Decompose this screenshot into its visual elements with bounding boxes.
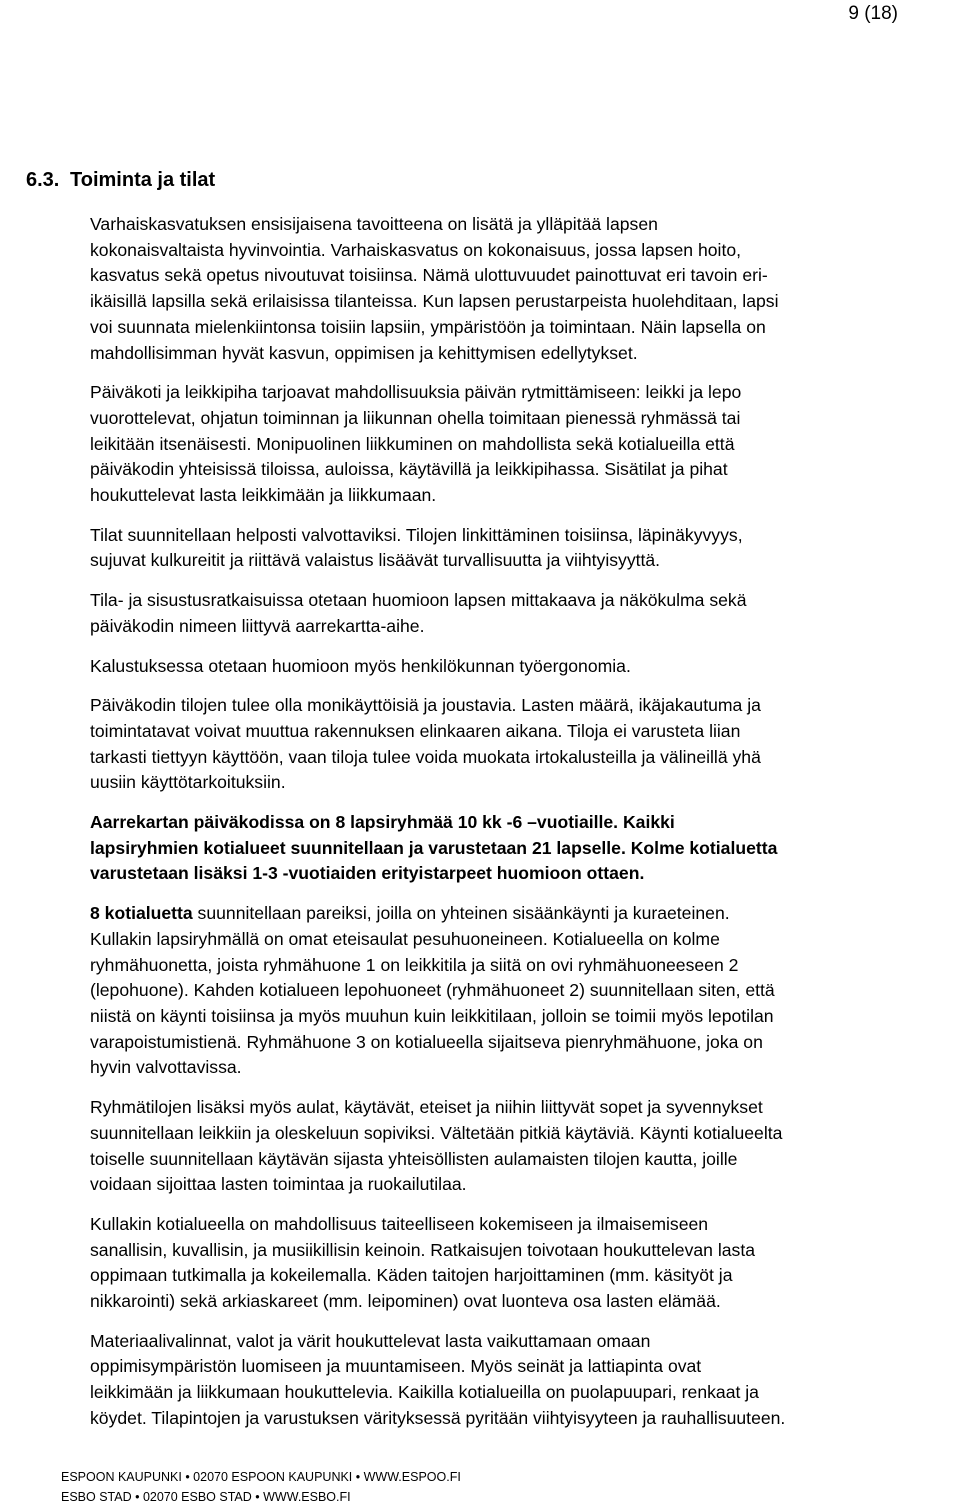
page-number: 9 (18) bbox=[848, 3, 898, 24]
paragraph-line: hyvin valvottavissa. bbox=[90, 1057, 242, 1078]
paragraph-line: Varhaiskasvatuksen ensisijaisena tavoitteena on lisätä ja ylläpitää lapsen bbox=[90, 214, 658, 234]
paragraph-line: Kullakin lapsiryhmällä on omat eteisaulat pesuhuoneineen. Kotialueella on kolme bbox=[90, 928, 720, 949]
paragraph-line: sujuvat kulkureitit ja riittävä valaistus lisäävät turvallisuutta ja viihtyisyyttä. bbox=[90, 550, 661, 571]
paragraph-line bbox=[90, 901, 960, 927]
footer-line-sv: ESBO STAD • 02070 ESBO STAD • WWW.ESBO.FI bbox=[61, 1490, 351, 1504]
paragraph-line: ryhmähuonetta, joista ryhmähuone 1 on leikkitila ja siitä on ovi ryhmähuoneeseen 2 bbox=[90, 954, 739, 975]
paragraph bbox=[90, 810, 960, 887]
paragraph-line: leikkimään ja liikkumaan houkuttelevia. Kaikilla kotialueilla on puolapuupari, renkaat ja bbox=[90, 1382, 759, 1403]
paragraph-line: Aarrekartan päiväkodissa on 8 lapsiryhmää 10 kk -6 –vuotiaille. Kaikki bbox=[90, 812, 675, 833]
footer-line-fi: ESPOON KAUPUNKI • 02070 ESPOON KAUPUNKI • WWW.ESPOO.FI bbox=[61, 1470, 461, 1484]
paragraph bbox=[90, 212, 960, 366]
paragraph-line: varapoistumistienä. Ryhmähuone 3 on kotialueella sijaitseva pienryhmähuone, joka on bbox=[90, 1031, 763, 1052]
paragraph-line: leikitään itsenäisesti. Monipuolinen liikkuminen on mahdollista sekä kotialueilla että bbox=[90, 433, 735, 454]
paragraph-line: houkuttelevat lasta leikkimään ja liikkumaan. bbox=[90, 485, 437, 506]
paragraph-line: sanallisin, kuvallisin, ja musiikillisin keinoin. Ratkaisujen toivotaan houkuttelevan lasta bbox=[90, 1239, 755, 1260]
paragraph bbox=[90, 588, 960, 639]
paragraph-line: oppimaan tutkimalla ja kokeilemalla. Käden taitojen harjoittaminen (mm. käsityöt ja bbox=[90, 1265, 733, 1286]
paragraph-line: Materiaalivalinnat, valot ja värit houkuttelevat lasta vaikuttamaan omaan bbox=[90, 1330, 651, 1351]
section-heading bbox=[26, 167, 215, 193]
paragraph-line: suunnitellaan leikkiin ja oleskeluun sopiviksi. Vältetään pitkiä käytäviä. Käynti kotialueelta bbox=[90, 1122, 783, 1143]
paragraph bbox=[90, 1212, 960, 1315]
paragraph-line: lapsiryhmien kotialueet suunnitellaan ja varustetaan 21 lapselle. Kolme kotialuetta bbox=[90, 837, 778, 858]
paragraph-line: voidaan sijoittaa lasten toimintaa ja ruokailutilaa. bbox=[90, 1174, 467, 1195]
paragraph bbox=[90, 693, 960, 796]
paragraph bbox=[90, 380, 960, 509]
section-number: 6.3. bbox=[26, 169, 60, 191]
paragraph-line: mahdollisimman hyvät kasvun, oppimisen ja kehittymisen edellytykset. bbox=[90, 342, 638, 363]
paragraph-line: (lepohuone). Kahden kotialueen lepohuoneet (ryhmähuoneet 2) suunnitellaan siten, että bbox=[90, 980, 775, 1001]
paragraph-line: uusiin käyttötarkoituksiin. bbox=[90, 772, 286, 793]
paragraph-line: nikkarointi) sekä arkiaskareet (mm. leipominen) ovat luonteva osa lasten elämää. bbox=[90, 1291, 721, 1312]
paragraph-line: ikäisillä lapsilla sekä erilaisissa tilanteissa. Kun lapsen perustarpeista huolehditaan, lapsi bbox=[90, 291, 779, 312]
paragraph-line: Tila- ja sisustusratkaisuissa otetaan huomioon lapsen mittakaava ja näkökulma sekä bbox=[90, 590, 747, 611]
paragraph bbox=[90, 1095, 960, 1198]
paragraph-text: suunnitellaan pareiksi, joilla on yhteinen sisäänkäynti ja kuraeteinen. bbox=[192, 903, 730, 924]
paragraph bbox=[90, 523, 960, 574]
paragraph-line: niistä on käynti toisiinsa ja myös muuhun kuin leikkitilaan, jolloin se toimii myös lepotilan bbox=[90, 1005, 774, 1026]
paragraph-line: varustetaan lisäksi 1-3 -vuotiaiden erityistarpeet huomioon ottaen. bbox=[90, 863, 645, 884]
footer bbox=[61, 1467, 461, 1507]
paragraph-line: kokonaisvaltaista hyvinvointia. Varhaiskasvatus on kokonaisuus, jossa lapsen hoito, bbox=[90, 239, 742, 260]
section-title: Toiminta ja tilat bbox=[70, 169, 216, 191]
paragraph-line: Kullakin kotialueella on mahdollisuus taiteelliseen kokemiseen ja ilmaisemiseen bbox=[90, 1213, 709, 1234]
document-body bbox=[90, 212, 960, 1432]
paragraph-line: Ryhmätilojen lisäksi myös aulat, käytävät, eteiset ja niihin liittyvät sopet ja syvennykset bbox=[90, 1097, 763, 1118]
paragraph-line: vuorottelevat, ohjatun toiminnan ja liikunnan ohella toimitaan pienessä ryhmässä tai bbox=[90, 407, 741, 428]
paragraph bbox=[90, 1329, 960, 1432]
paragraph-line: Kalustuksessa otetaan huomioon myös henkilökunnan työergonomia. bbox=[90, 655, 631, 676]
paragraph-line: Tilat suunnitellaan helposti valvottaviksi. Tilojen linkittäminen toisiinsa, läpinäkyvyys, bbox=[90, 524, 743, 545]
paragraph bbox=[90, 654, 960, 680]
paragraph bbox=[90, 901, 960, 1081]
paragraph-line: toiselle suunnitellaan käytävän sijasta yhteisöllisten aulamaisten tilojen kautta, joille bbox=[90, 1148, 738, 1169]
paragraph-line: köydet. Tilapintojen ja varustuksen värityksessä pyritään viihtyisyyteen ja rauhallisuuteen. bbox=[90, 1407, 786, 1428]
lead-bold-text: 8 kotialuetta bbox=[90, 903, 193, 924]
paragraph-line: Päiväkodin tilojen tulee olla monikäyttöisiä ja joustavia. Lasten määrä, ikäjakautuma ja bbox=[90, 695, 761, 716]
paragraph-line: kasvatus sekä opetus nivoutuvat toisiinsa. Nämä ulottuvuudet painottuvat eri tavoin eri- bbox=[90, 265, 768, 286]
paragraph-line: oppimisympäristön luomiseen ja muuntamiseen. Myös seinät ja lattiapinta ovat bbox=[90, 1356, 702, 1377]
paragraph-line: toimintatavat voivat muuttua rakennuksen elinkaaren aikana. Tiloja ei varusteta liian bbox=[90, 720, 741, 741]
paragraph-line: Päiväkoti ja leikkipiha tarjoavat mahdollisuuksia päivän rytmittämiseen: leikki ja lepo bbox=[90, 382, 742, 403]
paragraph-line: päiväkodin nimeen liittyvä aarrekartta-aihe. bbox=[90, 615, 425, 636]
paragraph-line: tarkasti tiettyyn käyttöön, vaan tiloja tulee voida muokata irtokalusteilla ja välineillä yhä bbox=[90, 746, 761, 767]
paragraph-line: päiväkodin yhteisissä tiloissa, auloissa, käytävillä ja leikkipihassa. Sisätilat ja pihat bbox=[90, 459, 728, 480]
paragraph-line: voi suunnata mielenkiintonsa toisiin lapsiin, ympäristöön ja toimintaan. Näin lapsella on bbox=[90, 316, 766, 337]
